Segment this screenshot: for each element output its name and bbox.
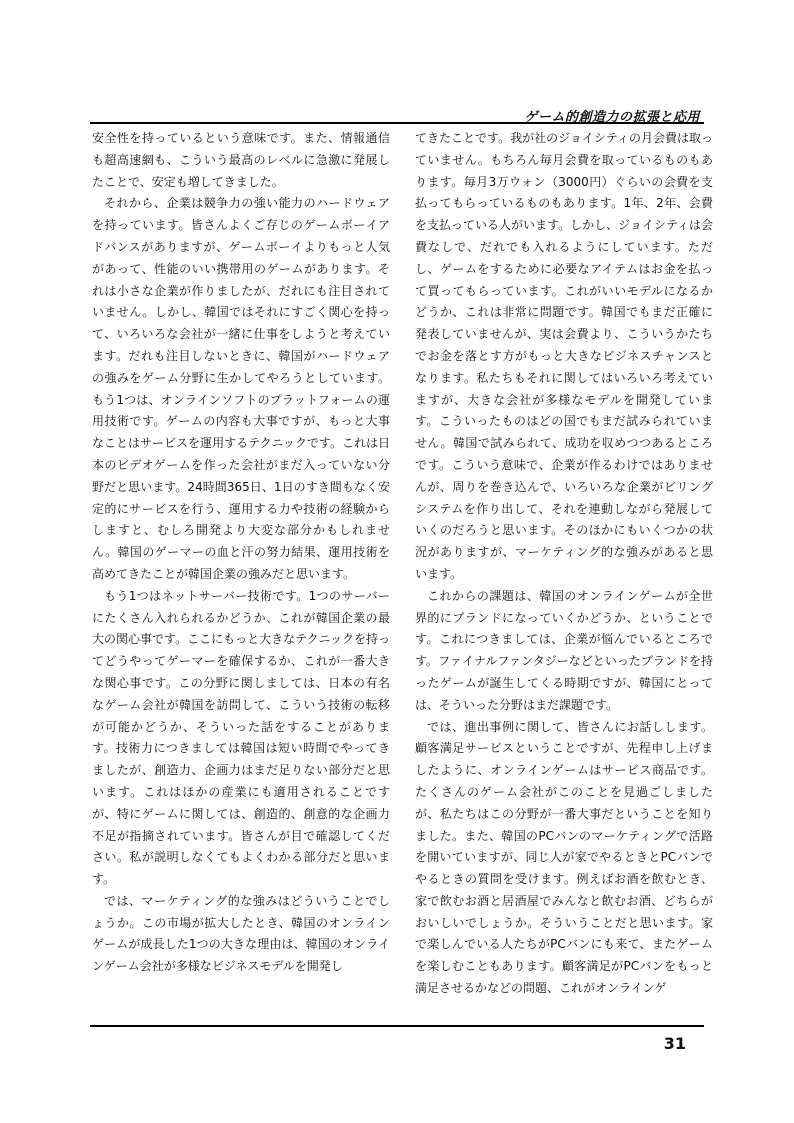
paragraph: では、マーケティング的な強みはどういうことでしょうか。この市場が拡大したとき、韓国のオンラインゲームが成長した1つの大きな理由は、韓国のオンラインゲーム会社が多様なビジネスモデルを開発し: [92, 893, 390, 974]
running-header-title: ゲーム的創造力の拡張と応用: [524, 110, 700, 125]
paragraph: それから、企業は競争力の強い能力のハードウェアを持っています。皆さんよくご存じのゲームボーイアドバンスがありますが、ゲームボーイよりもっと人気があって、性能のいい携帯用のゲームがあります。それは小さな企業が作りましたが、だれにも注目されていません。しかし、韓国ではそれにすごく関心を持って、いろいろな会社が一緒に仕事をしようと考えています。だれも注目しないときに、韓国がハードウェアの強みをゲーム分野に生かしてやろうとしています。もう1つは、オンラインソフトのプラットフォームの運用技術です。ゲームの内容も大事ですが、もっと大事なことはサービスを運用するテクニックです。これは日本のビデオゲームを作った会社がまだ入っていない分野だと思います。24時間365日、1日のすき間もなく安定的にサービスを行う、運用する力や技術の経験からしますと、むしろ開発より大変な部分かもしれません。韓国のゲーマーの血と汗の努力結果、運用技術を高めてきたことが韓国企業の強みだと思います。: [92, 196, 390, 581]
footer-rule: [90, 1025, 704, 1027]
paragraph: てきたことです。我が社のジョイシティの月会費は取っていません。もちろん毎月会費を取っているものもあります。毎月3万ウォン（3000円）ぐらいの会費を支払ってもらっているものもあります。1年、2年、会費を支払っている人がいます。しかし、ジョイシティは会費なしで、だれでも入れるようにしています。ただし、ゲームをするために必要なアイテムはお金を払って買ってもらっています。これがいいモデルになるかどうか、これは非常に問題です。韓国でもまだ正確に発表していませんが、実は会費より、こういうかたちでお金を落とす方がもっと大きなビジネスチャンスとなります。私たちもそれに関してはいろいろ考えていますが、大きな会社が多様なモデルを開発しています。こういったものはどの国でもまだ試みられていません。韓国で試みられて、成功を収めつつあるところです。こういう意味で、企業が作るわけではありませんが、周りを巻き込んで、いろいろな企業がビリングシステムを作り出して、それを連動しながら発展していくのだろうと思います。そのほかにもいくつかの状況がありますが、マーケティング的な強みがあると思います。: [415, 131, 713, 581]
header-rule: [90, 122, 704, 124]
text-column-left: [92, 128, 390, 1020]
paragraph: 安全性を持っているという意味です。また、情報通信も超高速網も、こういう最高のレベルに急激に発展したことで、安定も増してきました。: [92, 131, 390, 189]
paragraph: もう1つはネットサーバー技術です。1つのサーバーにたくさん入れられるかどうか、これが韓国企業の最大の関心事です。ここにもっと大きなテクニックを持ってどうやってゲーマーを確保するか、これが一番大きな関心事です。この分野に関しましては、日本の有名なゲーム会社が韓国を訪問して、こういう技術の転移が可能かどうか、そういった話をすることがあります。技術力につきましては韓国は短い時間でやってきましたが、創造力、企画力はまだ足りない部分だと思います。これはほかの産業にも適用されることですが、特にゲームに関しては、創造的、創意的な企画力不足が指摘されています。皆さんが目で確認してください。私が説明しなくてもよくわかる部分だと思います。: [92, 588, 390, 887]
paragraph: では、進出事例に関して、皆さんにお話しします。顧客満足サービスということですが、先程申し上げましたように、オンラインゲームはサービス商品です。たくさんのゲーム会社がこのことを見過ごしましたが、私たちはこの分野が一番大事だということを知りました。また、韓国のPCバンのマーケティングで活路を開いていますが、同じ人が家でやるときとPCバンでやるときの質問を受けます。例えばお酒を飲むとき、家で飲むお酒と居酒屋でみんなと飲むお酒、どちらがおいしいでしょうか。そういうことだと思います。家で楽しんでいる人たちがPCバンにも来て、またゲームを楽しむこともあります。顧客満足がPCバンをもっと満足させるかなどの問題、これがオンラインゲ: [415, 719, 713, 996]
page-number: 31: [663, 1034, 686, 1053]
paragraph: これからの課題は、韓国のオンラインゲームが全世界的にブランドになっていくかどうか、ということです。これにつきましては、企業が悩んでいるところです。ファイナルファンタジーなどといったブランドを持ったゲームが誕生してくる時期ですが、韓国にとっては、そういった分野はまだ課題です。: [415, 588, 713, 712]
text-column-right: [415, 128, 713, 1020]
